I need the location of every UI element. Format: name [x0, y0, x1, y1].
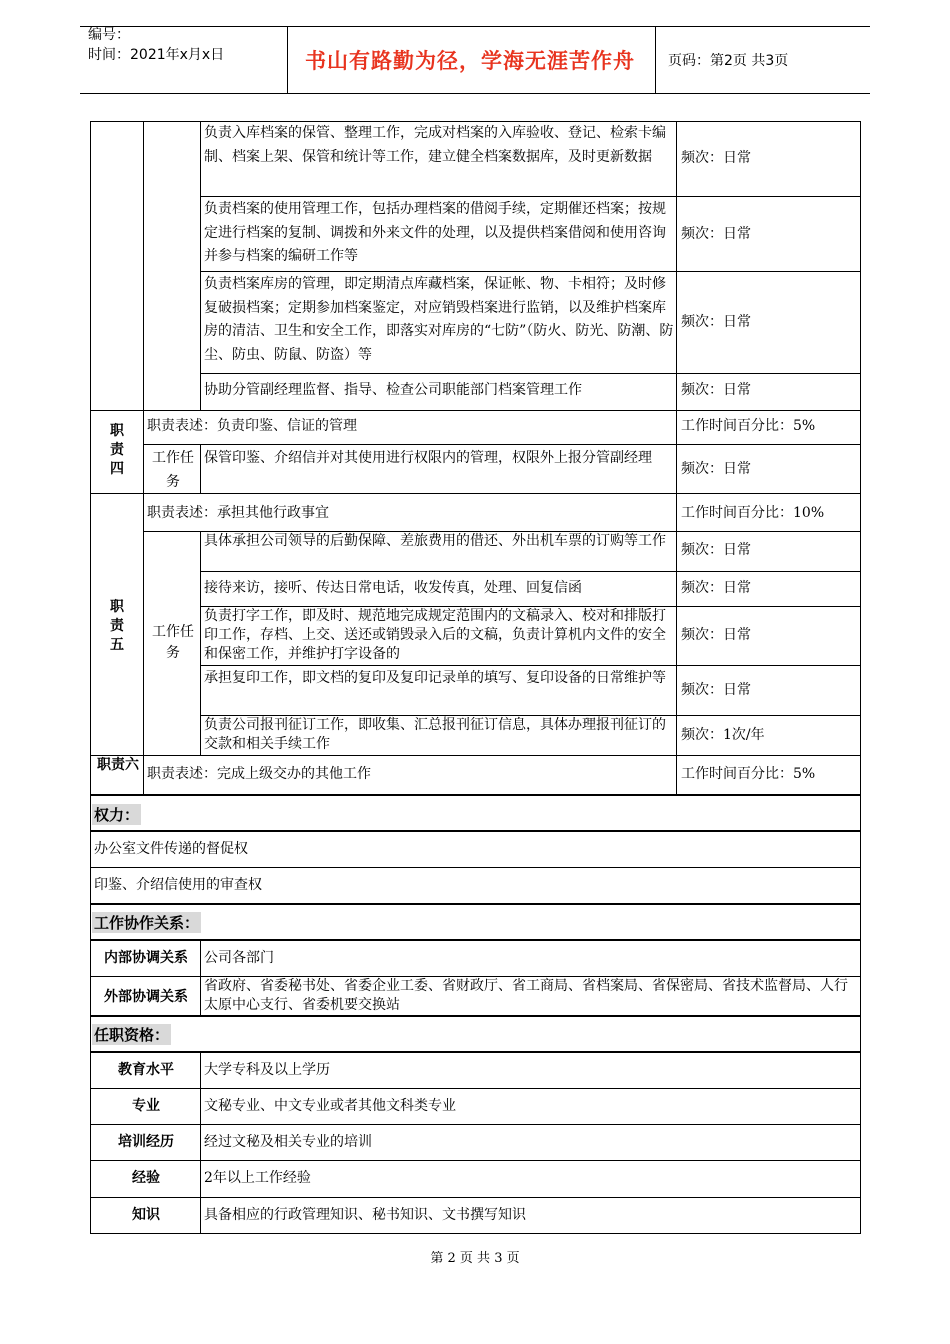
external-relation-value: 省政府、省委秘书处、省委企业工委、省财政厅、省工商局、省档案局、省保密局、省技术监督局、人行太原中心支行、省委机要交换站: [204, 978, 848, 1013]
power-item-2: 印鉴、介绍信使用的审查权: [94, 877, 262, 893]
duty3-task-2-freq: 频次：日常: [681, 226, 751, 242]
experience-label: 经验: [132, 1170, 160, 1186]
header-divider: [655, 26, 656, 93]
duty5-task-3: 负责打字工作，即及时、规范地完成规定范围内的文稿录入、校对和排版打印工作，存档、上交、送还或销毁录入后的文稿，负责计算机内文件的安全和保密工作，并维护打字设备的: [204, 608, 666, 662]
table-border: [90, 1051, 861, 1053]
training-value: 经过文秘及相关专业的培训: [204, 1134, 372, 1150]
header-page-number: 页码：第2页 共3页: [668, 53, 789, 69]
internal-relation-label: 内部协调关系: [104, 950, 188, 966]
duty3-task-3-freq: 频次：日常: [681, 314, 751, 330]
table-border: [200, 1052, 201, 1234]
duty5-statement: 职责表述：承担其他行政事宜: [147, 505, 329, 521]
duty5-task-2: 接待来访，接听、传达日常电话，收发传真，处理、回复信函: [204, 580, 582, 596]
table-border: [143, 121, 144, 795]
table-border: [90, 1088, 861, 1089]
table-border: [90, 493, 861, 494]
table-border: [90, 867, 861, 868]
table-border: [200, 373, 861, 374]
table-border: [200, 571, 861, 572]
table-border: [90, 939, 861, 941]
duty4-task-label: 工作任务: [152, 450, 194, 490]
power-title: 权力：: [94, 806, 140, 824]
duty3-task-1: 负责入库档案的保管、整理工作，完成对档案的入库验收、登记、检索卡编制、档案上架、保管和统计等工作，建立健全档案数据库，及时更新数据: [204, 125, 666, 165]
power-item-1: 办公室文件传递的督促权: [94, 841, 248, 857]
duty5-task-4-freq: 频次：日常: [681, 682, 751, 698]
table-border: [90, 1160, 861, 1161]
education-label: 教育水平: [118, 1062, 174, 1078]
table-border: [200, 121, 201, 410]
major-value: 文秘专业、中文专业或者其他文科类专业: [204, 1098, 456, 1114]
header-time: 时间：2021年x月x日: [88, 47, 225, 63]
table-border: [90, 830, 861, 832]
duty6-label: 职责六: [97, 757, 139, 773]
duty5-task-2-freq: 频次：日常: [681, 580, 751, 596]
duty3-task-1-freq: 频次：日常: [681, 150, 751, 166]
duty5-percent: 工作时间百分比：10%: [681, 505, 825, 521]
table-border: [200, 444, 201, 493]
table-border: [90, 1233, 861, 1234]
duty5-task-3-freq: 频次：日常: [681, 627, 751, 643]
header-number: 编号：: [88, 27, 130, 43]
duty6-statement: 职责表述：完成上级交办的其他工作: [147, 766, 371, 782]
duty4-task: 保管印鉴、介绍信并对其使用进行权限内的管理，权限外上报分管副经理: [204, 450, 652, 466]
duty3-task-3: 负责档案库房的管理，即定期清点库藏档案，保证帐、物、卡相符；及时修复破损档案；定期参加档案鉴定，对应销毁档案进行监销，以及维护档案库房的清洁、卫生和安全工作，即落实对库房的“七防”（防火、防光、防潮、防尘、防虫、防鼠、防盗）等: [204, 276, 674, 363]
education-value: 大学专科及以上学历: [204, 1062, 330, 1078]
table-border: [200, 196, 861, 197]
duty5-task-5: 负责公司报刊征订工作，即收集、汇总报刊征订信息，具体办理报刊征订的交款和相关手续工作: [204, 717, 666, 752]
duty3-task-2: 负责档案的使用管理工作，包括办理档案的借阅手续，定期催还档案；按规定进行档案的复制、调拨和外来文件的处理，以及提供档案借阅和使用咨询并参与档案的编研工作等: [204, 201, 666, 264]
duty5-task-4: 承担复印工作，即文档的复印及复印记录单的填写、复印设备的日常维护等: [204, 670, 666, 686]
external-relation-label: 外部协调关系: [104, 989, 188, 1005]
duty5-label: 职责五: [110, 599, 124, 653]
header-divider: [287, 26, 288, 93]
internal-relation-value: 公司各部门: [204, 950, 274, 966]
table-border: [90, 755, 861, 756]
header-top-rule: [80, 26, 870, 27]
duty4-percent: 工作时间百分比：5%: [681, 418, 816, 434]
table-border: [200, 940, 201, 1016]
table-border: [90, 121, 91, 795]
table-border: [200, 665, 861, 666]
table-border: [860, 121, 861, 795]
table-border: [200, 531, 201, 755]
major-label: 专业: [132, 1098, 160, 1114]
table-border: [90, 1197, 861, 1198]
table-border: [90, 794, 861, 796]
header-motto: 书山有路勤为径，学海无涯苦作舟: [305, 49, 635, 73]
table-border: [90, 903, 861, 905]
table-border: [676, 121, 677, 795]
duty5-task-label: 工作任务: [152, 624, 194, 661]
duty5-task-5-freq: 频次：1次/年: [681, 727, 765, 743]
page-footer: 第 2 页 共 3 页: [430, 1251, 520, 1266]
table-border: [200, 271, 861, 272]
duty6-percent: 工作时间百分比：5%: [681, 766, 816, 782]
header-bottom-rule: [80, 93, 870, 94]
qualification-title: 任职资格：: [94, 1026, 170, 1044]
table-border: [90, 1124, 861, 1125]
table-border: [90, 1015, 861, 1017]
duty4-label: 职责四: [110, 423, 124, 477]
duty4-task-freq: 频次：日常: [681, 461, 751, 477]
training-label: 培训经历: [118, 1134, 174, 1150]
knowledge-value: 具备相应的行政管理知识、秘书知识、文书撰写知识: [204, 1207, 526, 1223]
knowledge-label: 知识: [132, 1207, 160, 1223]
table-border: [143, 444, 861, 445]
table-border: [90, 410, 861, 411]
duty3-task-4: 协助分管副经理监督、指导、检查公司职能部门档案管理工作: [204, 382, 582, 398]
duty4-statement: 职责表述：负责印鉴、信证的管理: [147, 418, 357, 434]
duty3-task-4-freq: 频次：日常: [681, 382, 751, 398]
relations-title: 工作协作关系：: [94, 914, 200, 932]
duty5-task-1-freq: 频次：日常: [681, 542, 751, 558]
experience-value: 2年以上工作经验: [204, 1170, 311, 1186]
duty5-task-1: 具体承担公司领导的后勤保障、差旅费用的借还、外出机车票的订购等工作: [204, 533, 666, 549]
